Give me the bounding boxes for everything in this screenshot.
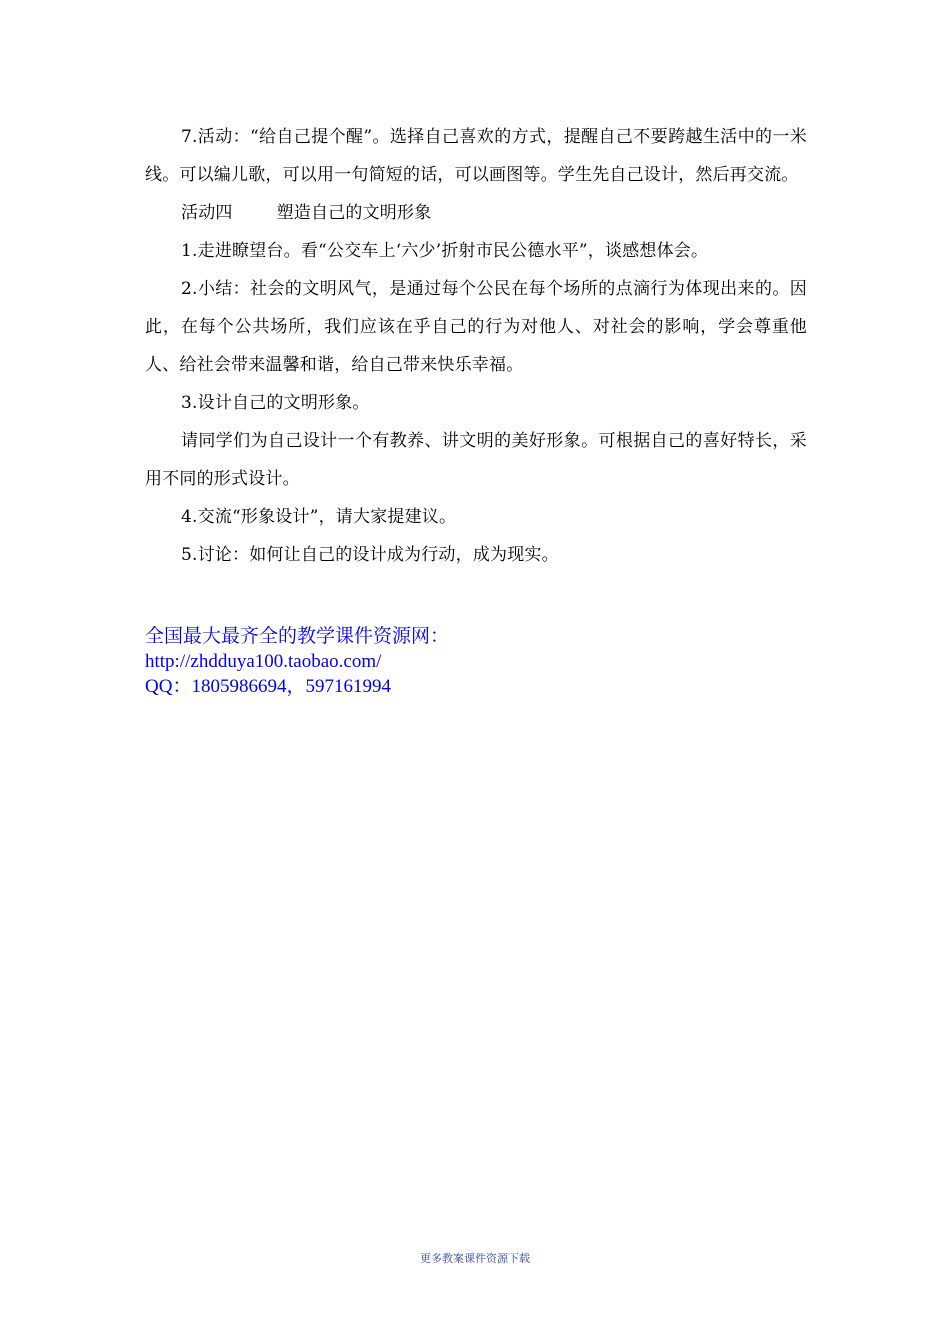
paragraph-item-3: 3.设计自己的文明形象。	[181, 393, 370, 413]
promo-block	[145, 624, 449, 699]
paragraph-item-4: 4.交流“形象设计”，请大家提建议。	[181, 507, 457, 527]
page-footer: 更多教案课件资源下载	[420, 1252, 530, 1265]
paragraph-item-2: 2.小结：社会的文明风气，是通过每个公民在每个场所的点滴行为体现出来的。因此，在每个公共场所，我们应该在乎自己的行为对他人、对社会的影响，学会尊重他人、给社会带来温馨和谐，给自己带来快乐幸福。	[145, 279, 807, 375]
promo-title: 全国最大最齐全的教学课件资源网：	[145, 626, 450, 647]
paragraph-design-instruction: 请同学们为自己设计一个有教养、讲文明的美好形象。可根据自己的喜好特长，采用不同的形式设计。	[145, 431, 807, 489]
paragraph-activity-7: 7.活动：“给自己提个醒”。选择自己喜欢的方式，提醒自己不要跨越生活中的一米线。可以编儿歌，可以用一句简短的话，可以画图等。学生先自己设计，然后再交流。	[145, 127, 807, 185]
paragraph-item-1: 1.走进瞭望台。看“公交车上‘六少’折射市民公德水平”，谈感想体会。	[181, 241, 709, 261]
promo-qq: QQ：1805986694，597161994	[145, 676, 391, 697]
activity-four-title: 塑造自己的文明形象	[276, 203, 432, 223]
paragraph-item-5: 5.讨论：如何让自己的设计成为行动，成为现实。	[181, 545, 559, 565]
activity-four-heading	[145, 194, 807, 232]
promo-url-link[interactable]: http://zhdduya100.taobao.com/	[145, 651, 382, 672]
activity-four-label: 活动四	[181, 203, 233, 223]
document-body	[145, 118, 807, 574]
